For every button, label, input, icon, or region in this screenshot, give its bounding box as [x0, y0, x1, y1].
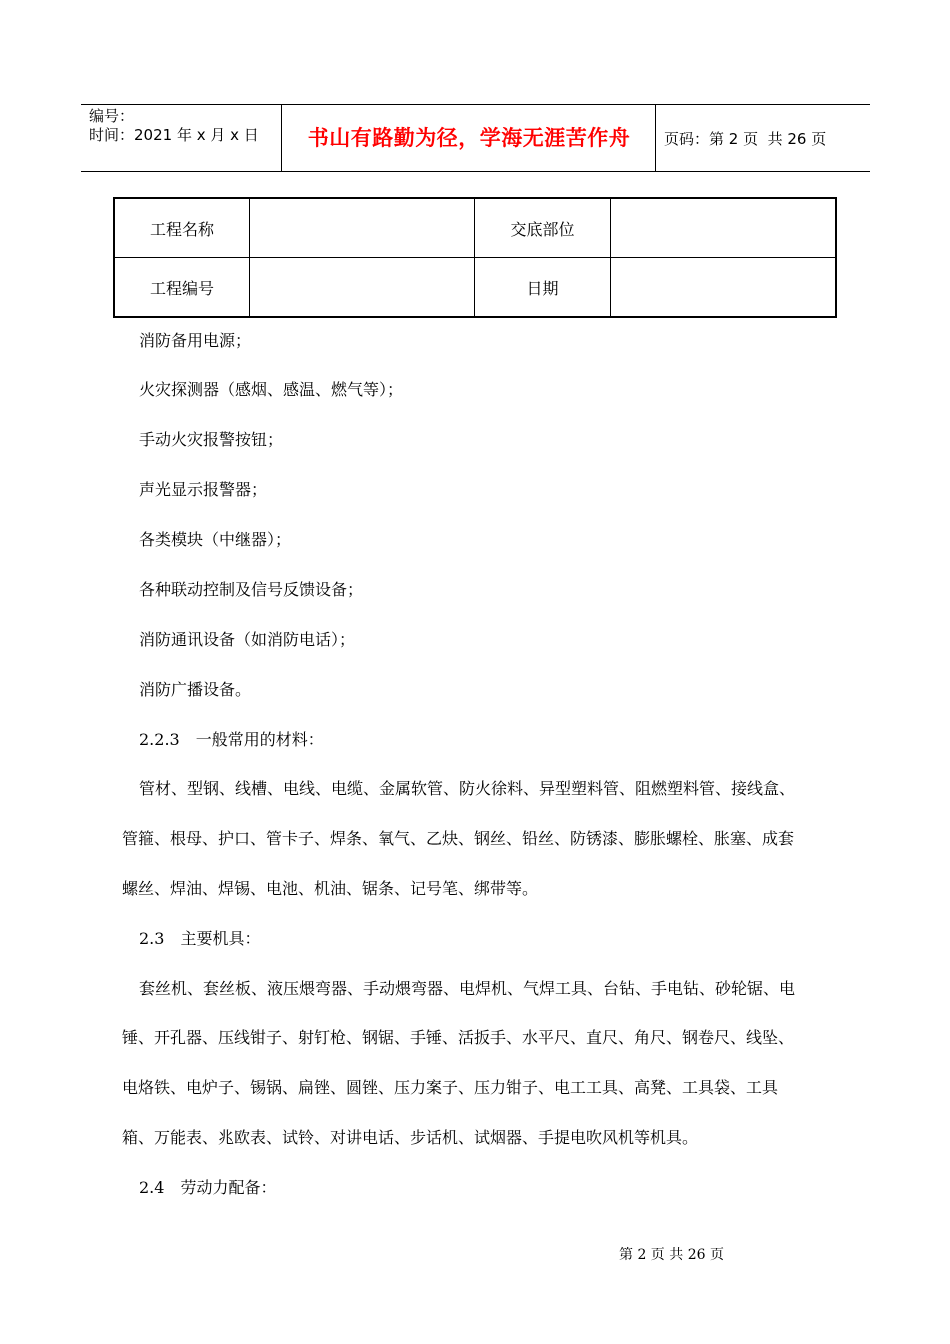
body-line: 管材、型钢、线槽、电线、电缆、金属软管、防火徐料、异型塑料管、阻燃塑料管、接线盒、 [139, 779, 796, 798]
body-line: 锤、开孔器、压线钳子、射钉枪、钢锯、手锤、活扳手、水平尺、直尺、角尺、钢卷尺、线坠、 [122, 1028, 795, 1047]
body-line: 螺丝、焊油、焊锡、电池、机油、锯条、记号笔、绑带等。 [122, 879, 539, 898]
body-line: 消防通讯设备（如消防电话）； [139, 630, 356, 649]
header-divider-right [655, 104, 656, 172]
body-line: 管箍、根母、护口、管卡子、焊条、氧气、乙炔、钢丝、铅丝、防锈漆、膨胀螺栓、胀塞、成套 [122, 829, 795, 848]
project-info-table [113, 197, 837, 318]
date-label: 日期 [475, 258, 610, 318]
project-name-label: 工程名称 [114, 198, 250, 258]
project-name-value [250, 198, 475, 258]
body-line: 各类模块（中继器）； [139, 530, 292, 549]
body-line: 套丝机、套丝板、液压煨弯器、手动煨弯器、电焊机、气焊工具、台钻、手电钻、砂轮锯、电 [139, 979, 796, 998]
table-row [114, 258, 836, 318]
header-divider-left [281, 104, 282, 172]
header-page-info: 页码：第 2 页 共 26 页 [664, 130, 827, 148]
header-bottom-rule [81, 171, 870, 172]
project-number-value [250, 258, 475, 318]
section-heading: 2.2.3 一般常用的材料： [139, 730, 324, 749]
header-meta [89, 107, 259, 145]
page-footer: 第 2 页 共 26 页 [619, 1247, 724, 1263]
body-line: 电烙铁、电炉子、锡锅、扁锉、圆锉、压力案子、压力钳子、电工工具、高凳、工具袋、工具 [122, 1078, 779, 1097]
body-line: 箱、万能表、兆欧表、试铃、对讲电话、步话机、试烟器、手提电吹风机等机具。 [122, 1128, 699, 1147]
briefing-part-value [610, 198, 836, 258]
header-motto: 书山有路勤为径，学海无涯苦作舟 [307, 126, 631, 150]
briefing-part-label: 交底部位 [475, 198, 610, 258]
body-line: 声光显示报警器； [139, 480, 268, 499]
body-line: 各种联动控制及信号反馈设备； [139, 580, 364, 599]
section-heading: 2.3 主要机具： [139, 929, 261, 948]
body-line: 手动火灾报警按钮； [139, 430, 284, 449]
section-heading: 2.4 劳动力配备： [139, 1178, 277, 1197]
body-line: 消防广播设备。 [139, 680, 252, 699]
body-line: 火灾探测器（感烟、感温、燃气等）； [139, 380, 404, 399]
header-top-rule [81, 104, 870, 105]
doc-time: 时间：2021 年 x 月 x 日 [89, 126, 259, 144]
body-line: 消防备用电源； [139, 331, 252, 350]
doc-number-label: 编号： [89, 107, 135, 125]
date-value [610, 258, 836, 318]
table-row [114, 198, 836, 258]
project-number-label: 工程编号 [114, 258, 250, 318]
